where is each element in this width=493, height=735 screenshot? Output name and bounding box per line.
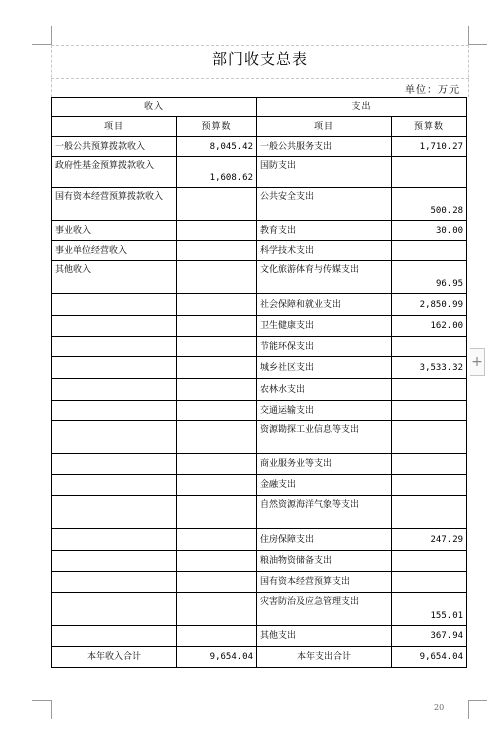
col-item-header: 项目 — [257, 117, 392, 137]
expense-item: 住房保障支出 — [257, 529, 392, 551]
expense-item: 社会保障和就业支出 — [257, 294, 392, 316]
expense-value — [392, 454, 467, 475]
expense-value — [392, 337, 467, 357]
expense-item: 教育支出 — [257, 221, 392, 241]
expense-value — [392, 379, 467, 401]
page-title: 部门收支总表 — [211, 50, 308, 68]
expense-value: 1,710.27 — [392, 137, 467, 157]
expense-item: 卫生健康支出 — [257, 316, 392, 337]
margin-guide — [468, 45, 469, 97]
expense-item: 城乡社区支出 — [257, 357, 392, 379]
table-row — [52, 496, 467, 529]
income-item — [52, 401, 177, 421]
income-item — [52, 294, 177, 316]
crop-mark — [468, 700, 469, 719]
income-item — [52, 572, 177, 593]
income-value — [177, 529, 257, 551]
expense-item: 节能环保支出 — [257, 337, 392, 357]
margin-guide — [51, 45, 469, 46]
income-value — [177, 551, 257, 572]
expense-value: 155.01 — [392, 593, 467, 626]
expense-value: 367.94 — [392, 626, 467, 647]
income-item: 事业单位经营收入 — [52, 241, 177, 261]
table-row — [52, 137, 467, 157]
income-value — [177, 475, 257, 496]
income-header: 收入 — [52, 98, 257, 117]
income-value — [177, 221, 257, 241]
income-item — [52, 337, 177, 357]
income-item — [52, 593, 177, 626]
total-expense-value: 9,654.04 — [392, 647, 467, 668]
table-row — [52, 357, 467, 379]
expense-value — [392, 421, 467, 454]
income-value — [177, 261, 257, 294]
income-value — [177, 401, 257, 421]
add-button[interactable]: + — [470, 348, 485, 376]
total-income-label: 本年收入合计 — [52, 647, 177, 668]
expense-value — [392, 551, 467, 572]
expense-item: 商业服务业等支出 — [257, 454, 392, 475]
table-row — [52, 454, 467, 475]
table-row — [52, 157, 467, 188]
table-row — [52, 475, 467, 496]
expense-item: 农林水支出 — [257, 379, 392, 401]
expense-value: 96.95 — [392, 261, 467, 294]
table-row — [52, 221, 467, 241]
income-value — [177, 337, 257, 357]
crop-mark — [468, 700, 487, 701]
income-item — [52, 357, 177, 379]
expense-value: 500.28 — [392, 188, 467, 221]
table-row — [52, 529, 467, 551]
col-item-header: 项目 — [52, 117, 177, 137]
expense-item: 灾害防治及应急管理支出 — [257, 593, 392, 626]
total-expense-label: 本年支出合计 — [257, 647, 392, 668]
expense-item: 交通运输支出 — [257, 401, 392, 421]
crop-mark — [51, 700, 52, 719]
income-item — [52, 421, 177, 454]
table-row — [52, 421, 467, 454]
income-item — [52, 316, 177, 337]
income-item: 政府性基金预算拨款收入 — [52, 157, 177, 188]
income-item — [52, 626, 177, 647]
table-row — [52, 294, 467, 316]
expense-value — [392, 572, 467, 593]
income-item — [52, 551, 177, 572]
expense-value: 162.00 — [392, 316, 467, 337]
expense-item: 资源勘探工业信息等支出 — [257, 421, 392, 454]
income-value — [177, 357, 257, 379]
expense-value — [392, 496, 467, 529]
income-value — [177, 294, 257, 316]
income-item — [52, 475, 177, 496]
income-value — [177, 379, 257, 401]
expense-item: 金融支出 — [257, 475, 392, 496]
unit-label: 单位：万元 — [405, 85, 460, 96]
total-income-value: 9,654.04 — [177, 647, 257, 668]
table-row — [52, 316, 467, 337]
expense-item: 粮油物资储备支出 — [257, 551, 392, 572]
income-item — [52, 496, 177, 529]
expense-value — [392, 475, 467, 496]
table-row — [52, 188, 467, 221]
crop-mark — [32, 700, 51, 701]
expense-item: 国防支出 — [257, 157, 392, 188]
expense-header: 支出 — [257, 98, 467, 117]
table-row — [52, 572, 467, 593]
table-row — [52, 241, 467, 261]
crop-mark — [468, 44, 487, 45]
margin-guide — [51, 78, 469, 79]
table-row — [52, 401, 467, 421]
income-value: 1,608.62 — [177, 157, 257, 188]
col-budget-header: 预算数 — [392, 117, 467, 137]
crop-mark — [51, 26, 52, 45]
income-value — [177, 593, 257, 626]
budget-table — [51, 97, 467, 668]
expense-value: 247.29 — [392, 529, 467, 551]
expense-item: 自然资源海洋气象等支出 — [257, 496, 392, 529]
income-item — [52, 454, 177, 475]
expense-item: 科学技术支出 — [257, 241, 392, 261]
income-value — [177, 316, 257, 337]
crop-mark — [468, 26, 469, 45]
table-row — [52, 593, 467, 626]
income-value — [177, 626, 257, 647]
income-item: 国有资本经营预算拨款收入 — [52, 188, 177, 221]
income-item: 其他收入 — [52, 261, 177, 294]
expense-value — [392, 241, 467, 261]
income-value — [177, 454, 257, 475]
expense-value: 30.00 — [392, 221, 467, 241]
income-value — [177, 421, 257, 454]
table-row — [52, 379, 467, 401]
table-row — [52, 337, 467, 357]
total-row — [52, 647, 467, 668]
expense-item: 文化旅游体育与传媒支出 — [257, 261, 392, 294]
expense-value — [392, 401, 467, 421]
expense-item: 其他支出 — [257, 626, 392, 647]
table-row — [52, 551, 467, 572]
income-item: 事业收入 — [52, 221, 177, 241]
expense-item: 国有资本经营预算支出 — [257, 572, 392, 593]
page-number: 20 — [434, 703, 445, 712]
expense-value — [392, 157, 467, 188]
expense-item: 公共安全支出 — [257, 188, 392, 221]
expense-value: 3,533.32 — [392, 357, 467, 379]
income-item — [52, 379, 177, 401]
income-value — [177, 496, 257, 529]
expense-value: 2,850.99 — [392, 294, 467, 316]
income-value: 8,045.42 — [177, 137, 257, 157]
crop-mark — [32, 44, 51, 45]
table-row — [52, 626, 467, 647]
income-value — [177, 188, 257, 221]
table-row — [52, 261, 467, 294]
income-item — [52, 529, 177, 551]
income-item: 一般公共预算拨款收入 — [52, 137, 177, 157]
col-budget-header: 预算数 — [177, 117, 257, 137]
income-value — [177, 241, 257, 261]
income-value — [177, 572, 257, 593]
expense-item: 一般公共服务支出 — [257, 137, 392, 157]
